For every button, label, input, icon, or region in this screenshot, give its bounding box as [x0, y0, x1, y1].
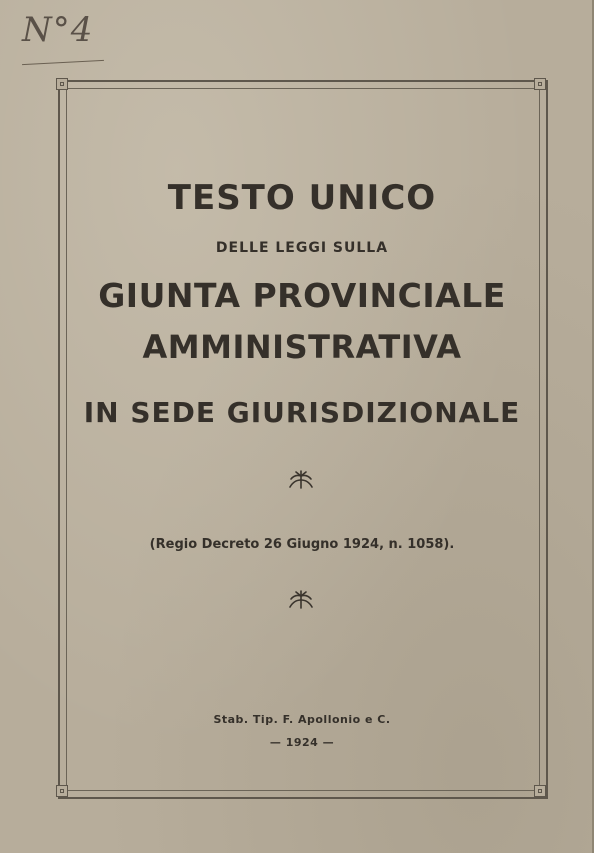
frame-corner-ornament — [534, 78, 546, 90]
fleuron-icon — [287, 588, 315, 610]
frame-corner-ornament — [56, 78, 68, 90]
frame-corner-ornament — [534, 785, 546, 797]
decree-reference: (Regio Decreto 26 Giugno 1924, n. 1058). — [149, 537, 455, 552]
handwritten-number: N°4 — [22, 10, 94, 50]
handwritten-underline — [22, 60, 104, 65]
cover-subtitle: DELLE LEGGI SULLA — [215, 240, 389, 256]
frame-corner-ornament — [56, 785, 68, 797]
cover-heading-line1: GIUNTA PROVINCIALE — [98, 276, 506, 315]
fleuron-icon — [287, 468, 315, 490]
cover-heading-line3: IN SEDE GIURISDIZIONALE — [83, 396, 521, 429]
printer-name: Stab. Tip. F. Apollonio e C. — [213, 713, 391, 726]
cover-heading-line2: AMMINISTRATIVA — [142, 328, 462, 366]
cover-title: TESTO UNICO — [167, 178, 437, 218]
publication-year: — 1924 — — [269, 736, 335, 749]
